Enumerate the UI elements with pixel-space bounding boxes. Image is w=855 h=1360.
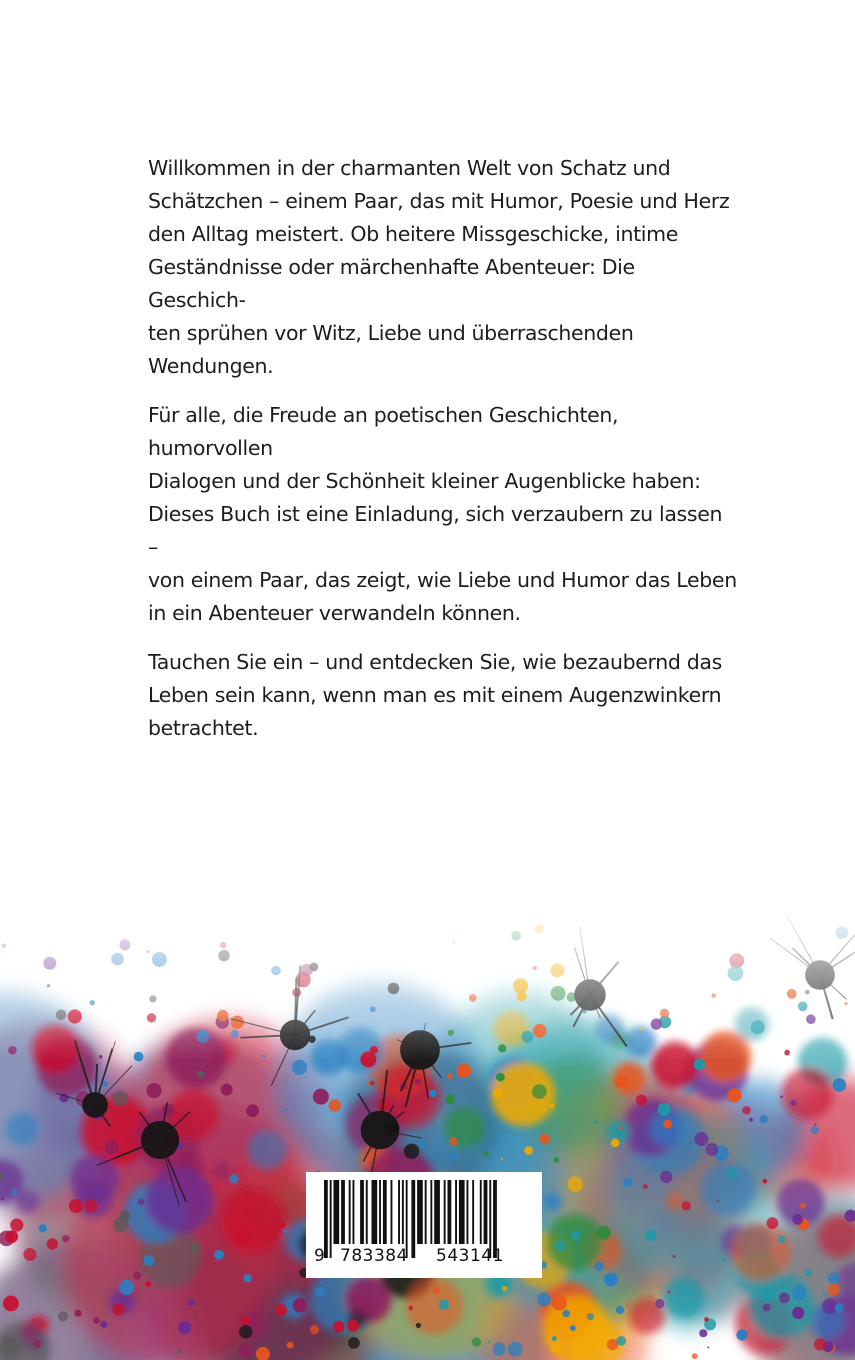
blurb-paragraph-2 bbox=[148, 399, 738, 630]
blurb-paragraph-3 bbox=[148, 646, 738, 745]
text-line: den Alltag meistert. Ob heitere Missgeschicke, intime bbox=[148, 222, 679, 246]
text-line: Geständnisse oder märchenhafte Abenteuer: Die Geschich- bbox=[148, 255, 635, 312]
text-line: ten sprühen vor Witz, Liebe und überraschenden bbox=[148, 321, 634, 345]
text-line: betrachtet. bbox=[148, 716, 259, 740]
text-line: von einem Paar, das zeigt, wie Liebe und Humor das Leben bbox=[148, 568, 737, 592]
watercolor-splash-illustration bbox=[0, 900, 855, 1360]
text-line: in ein Abenteuer verwandeln können. bbox=[148, 601, 521, 625]
text-line: Wendungen. bbox=[148, 354, 274, 378]
text-line: Dialogen und der Schönheit kleiner Augenblicke haben: bbox=[148, 469, 701, 493]
text-line: Tauchen Sie ein – und entdecken Sie, wie bezaubernd das bbox=[148, 650, 722, 674]
blurb-text bbox=[148, 152, 738, 761]
blurb-paragraph-1 bbox=[148, 152, 738, 383]
text-line: Willkommen in der charmanten Welt von Schatz und bbox=[148, 156, 671, 180]
barcode-right-group: 543141 bbox=[436, 1246, 504, 1266]
barcode-first-digit: 9 bbox=[314, 1246, 326, 1266]
text-line: Für alle, die Freude an poetischen Geschichten, humorvollen bbox=[148, 403, 619, 460]
text-line: Schätzchen – einem Paar, das mit Humor, Poesie und Herz bbox=[148, 189, 730, 213]
barcode-left-group: 783384 bbox=[340, 1246, 408, 1266]
text-line: Leben sein kann, wenn man es mit einem Augenzwinkern bbox=[148, 683, 722, 707]
isbn-barcode bbox=[306, 1172, 542, 1278]
text-line: Dieses Buch ist eine Einladung, sich verzaubern zu lassen – bbox=[148, 502, 723, 559]
